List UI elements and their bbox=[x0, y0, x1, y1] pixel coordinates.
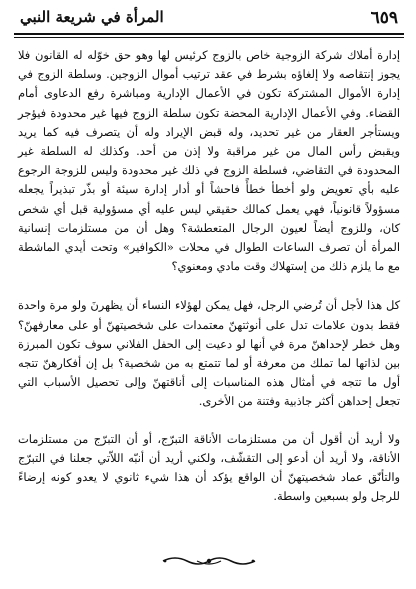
ornament-divider bbox=[14, 553, 404, 572]
paragraph-1: إدارة أملاك شركة الزوجية خاص بالزوج كرئيس لها وهو حق خوّله له القانون فلا يجوز إنتقاصه ولا إلغاؤه بشرط في عقد ترتيب أموال الزوجين. وسلطة الزوج في إدارة الأموال المشتركة تكون في الأعمال الإدارية ومباشرة رفع الدعاوى أمام القضاء. وفي الأعمال الإدارية المحضة تكون سلطة الزوج فيها غير محدودة فيؤجر ويستأجر العقار من غير تحديد، وله قبض الإيراد وله أن يتصرف فيه كما يريد ويقبض رأس المال من غير مراقبة ولا إذن من أحد. وكذلك له السلطة غير المحدودة في التقاضي، فسلطة الزوج في ذلك غير محدودة وليس للزوجة الرجوع عليه بأي تعويض ولو أخطأ خطأً فاحشاً أو أدار إدارة سيئة أو بذّر تبذيراً يجعله مسؤولاً قانونياً، فهي يعمل كمالك حقيقي ليس عليه أي مسؤولية قبل أي شخص كان، وللزوج أيضاً لعيون الرجال المتعطشة؟ وهل أن من مستلزمات إنسانية المرأة أن تصرف الساعات الطوال في محلات «الكوافير» وتحت أيدي الماشطة مع ما يلزم ذلك من إستهلاك وقت مادي ومعنوي؟ bbox=[18, 48, 400, 274]
flourish-icon bbox=[161, 554, 257, 568]
paragraph-3: ولا أريد أن أقول أن من مستلزمات الأناقة التبرّج، أو أن التبرّج من مستلزمات الأناقة، ولا أريد أن أدعو إلى التقشّف، ولكني أريد أن أنبّه اللاّتي جعلنا في التبرّج والتأنّق عماد شخصيتهنّ أن الواقع يؤكد أن هذا شيء ثانوي لا يعدو كونه إرضاءً للرجل ولو بسبعين واسطة. bbox=[18, 431, 400, 504]
page-number: ٦٥٩ bbox=[370, 8, 398, 28]
running-title: المرأة في شريعة النبي bbox=[20, 8, 164, 26]
header-rule bbox=[14, 33, 404, 35]
page-body bbox=[18, 46, 400, 519]
paragraph-2: كل هذا لأجل أن تُرضي الرجل، فهل يمكن لهؤلاء النساء أن يظهرنَ ولو مرة واحدة فقط بدون علامات تدل على أنوثتهنّ معتمدات على شخصيتهنّ أو على معارفهنّ؟ وهل خطر لإحداهنّ مرة في أنها لو دعيت إلى الحفل الفلاني سوف تكون المبرزة بين لذاتها لما تملك من معرفة أو لما تتمتع به من شخصية؟ بل إن أفكارهنّ تتجه أول ما تتجه في أمثال هذه المناسبات إلى أناقتهنّ وإلى تحصيل الأسباب التي تجعل إحداهن أكثر جاذبية وفتنة من الأخرى. bbox=[18, 298, 400, 409]
page-header bbox=[14, 6, 404, 32]
book-page bbox=[14, 6, 404, 584]
